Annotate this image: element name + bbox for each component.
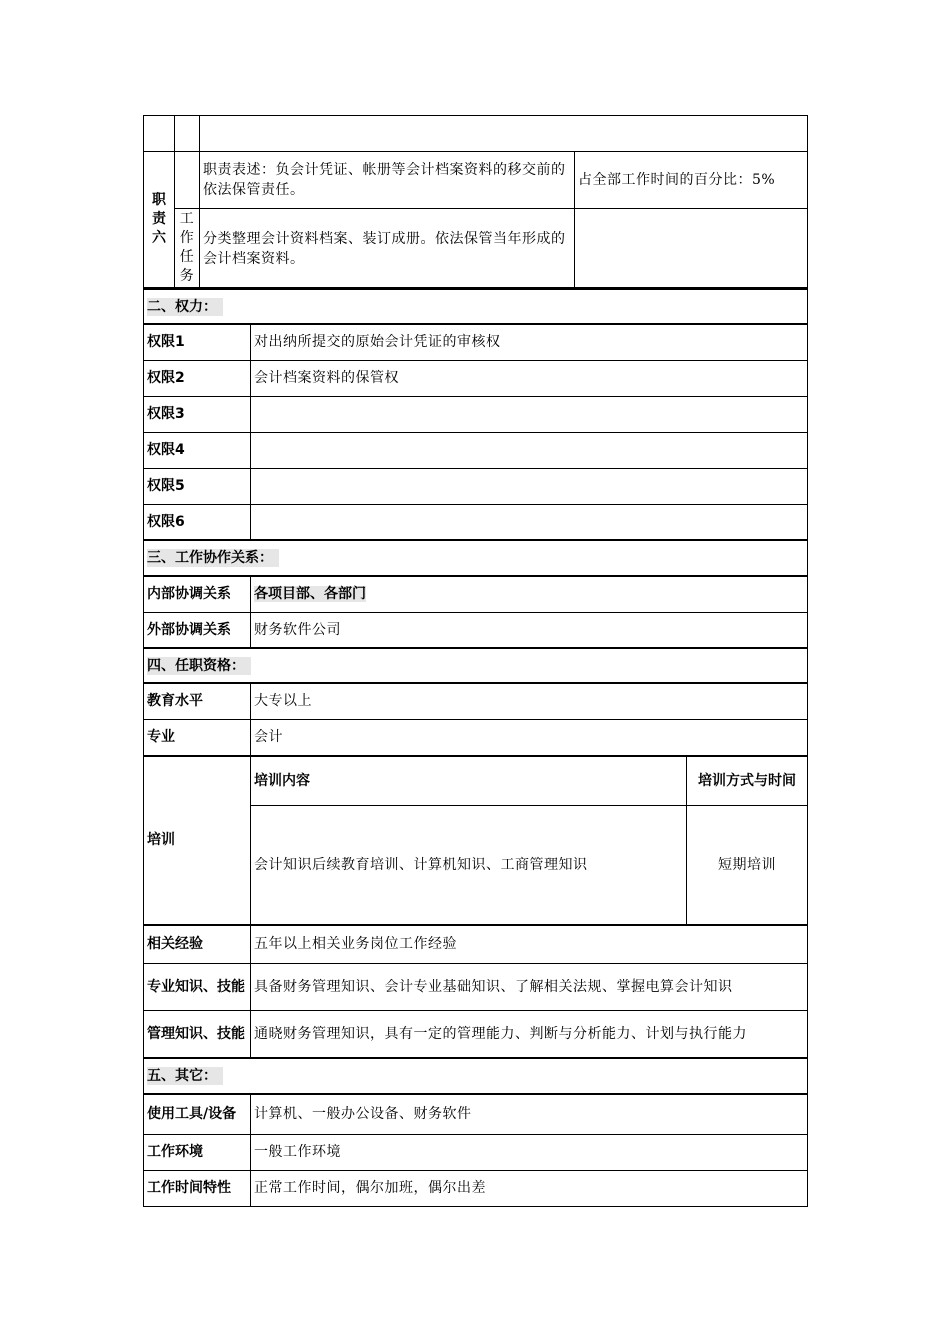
training-header-row <box>144 756 808 805</box>
powers-rows-1-value: 会计档案资料的保管权 <box>251 360 808 396</box>
qualifications-prof-skill-label: 专业知识、技能 <box>144 963 251 1010</box>
other-heading-row <box>144 1058 808 1094</box>
experience-row <box>144 925 808 963</box>
duty6-desc-label: 职责表述： <box>203 162 276 178</box>
qualifications-experience-value: 五年以上相关业务岗位工作经验 <box>251 925 808 963</box>
tools-row <box>144 1094 808 1134</box>
qualifications-experience-label: 相关经验 <box>144 925 251 963</box>
education-row <box>144 683 808 719</box>
power-row <box>144 432 808 468</box>
environment-row <box>144 1134 808 1170</box>
duty6-task-label: 工作任务 <box>179 211 195 284</box>
powers-rows-0-label: 权限1 <box>144 324 251 360</box>
training-table <box>143 756 808 925</box>
prof-skill-row <box>144 963 808 1010</box>
duty-six-table <box>143 115 808 288</box>
duty-six-percent <box>575 152 808 209</box>
other-env-label: 工作环境 <box>144 1134 251 1170</box>
other-time-value: 正常工作时间，偶尔加班，偶尔出差 <box>251 1170 808 1206</box>
relations-external-label: 外部协调关系 <box>144 612 251 648</box>
duty6-percent-label: 占全部工作时间的百分比： <box>578 172 752 188</box>
qualifications-education-value: 大专以上 <box>251 683 808 719</box>
duty-six-label <box>144 152 175 288</box>
work-time-row <box>144 1170 808 1206</box>
task-label <box>175 209 200 288</box>
powers-rows-3-value <box>251 432 808 468</box>
other-heading: 五、其它： <box>147 1067 223 1085</box>
powers-rows-2-label: 权限3 <box>144 396 251 432</box>
powers-rows-4-label: 权限5 <box>144 468 251 504</box>
duty6-label: 职责六 <box>152 192 166 246</box>
duty6-desc: 负会计凭证、帐册等会计档案资料的移交前的依法保管责任。 <box>203 162 566 198</box>
major-row <box>144 719 808 755</box>
training-content-header: 培训内容 <box>251 756 687 805</box>
external-relation-row <box>144 612 808 648</box>
power-row <box>144 468 808 504</box>
training-method: 短期培训 <box>687 805 808 924</box>
powers-rows-1-label: 权限2 <box>144 360 251 396</box>
duty-six-description <box>200 152 575 209</box>
qualifications-major-value: 会计 <box>251 719 808 755</box>
power-row <box>144 504 808 540</box>
relations-external-value: 财务软件公司 <box>251 612 808 648</box>
qualifications-heading: 四、任职资格： <box>147 657 251 675</box>
duty6-percent: 5% <box>752 172 776 188</box>
duty-six-task-row <box>144 209 808 288</box>
qualifications-major-label: 专业 <box>144 719 251 755</box>
other-tools-label: 使用工具/设备 <box>144 1094 251 1134</box>
qualifications-mgmt-skill-value: 通晓财务管理知识，具有一定的管理能力、判断与分析能力、计划与执行能力 <box>251 1010 808 1058</box>
mgmt-skill-row <box>144 1010 808 1058</box>
powers-heading-row <box>144 289 808 324</box>
internal-relation-value: 各项目部、各部门 <box>254 586 366 603</box>
power-row <box>144 396 808 432</box>
qualifications-prof-skill-value: 具备财务管理知识、会计专业基础知识、了解相关法规、掌握电算会计知识 <box>251 963 808 1010</box>
empty-top-row <box>144 116 808 152</box>
power-row <box>144 324 808 360</box>
powers-rows-0-value: 对出纳所提交的原始会计凭证的审核权 <box>251 324 808 360</box>
relations-internal-label: 内部协调关系 <box>144 576 251 612</box>
qualifications-education-label: 教育水平 <box>144 683 251 719</box>
relations-heading-row <box>144 540 808 576</box>
qualifications-more-table <box>143 925 808 1207</box>
powers-rows-3-label: 权限4 <box>144 432 251 468</box>
internal-relation-row <box>144 576 808 612</box>
powers-rows-2-value <box>251 396 808 432</box>
powers-rows-4-value <box>251 468 808 504</box>
other-time-label: 工作时间特性 <box>144 1170 251 1206</box>
training-content: 会计知识后续教育培训、计算机知识、工商管理知识 <box>251 805 687 924</box>
other-env-value: 一般工作环境 <box>251 1134 808 1170</box>
training-label: 培训 <box>144 756 251 924</box>
powers-table <box>143 288 808 756</box>
powers-rows-5-value <box>251 504 808 540</box>
other-tools-value: 计算机、一般办公设备、财务软件 <box>251 1094 808 1134</box>
power-row <box>144 360 808 396</box>
relations-heading: 三、工作协作关系： <box>147 549 279 567</box>
qualifications-mgmt-skill-label: 管理知识、技能 <box>144 1010 251 1058</box>
task-description: 分类整理会计资料档案、装订成册。依法保管当年形成的会计档案资料。 <box>200 209 575 288</box>
qualifications-heading-row <box>144 648 808 683</box>
powers-rows-5-label: 权限6 <box>144 504 251 540</box>
training-method-header: 培训方式与时间 <box>687 756 808 805</box>
powers-heading: 二、权力： <box>147 298 223 316</box>
job-description-page <box>143 115 807 1207</box>
duty-six-desc-row <box>144 152 808 209</box>
